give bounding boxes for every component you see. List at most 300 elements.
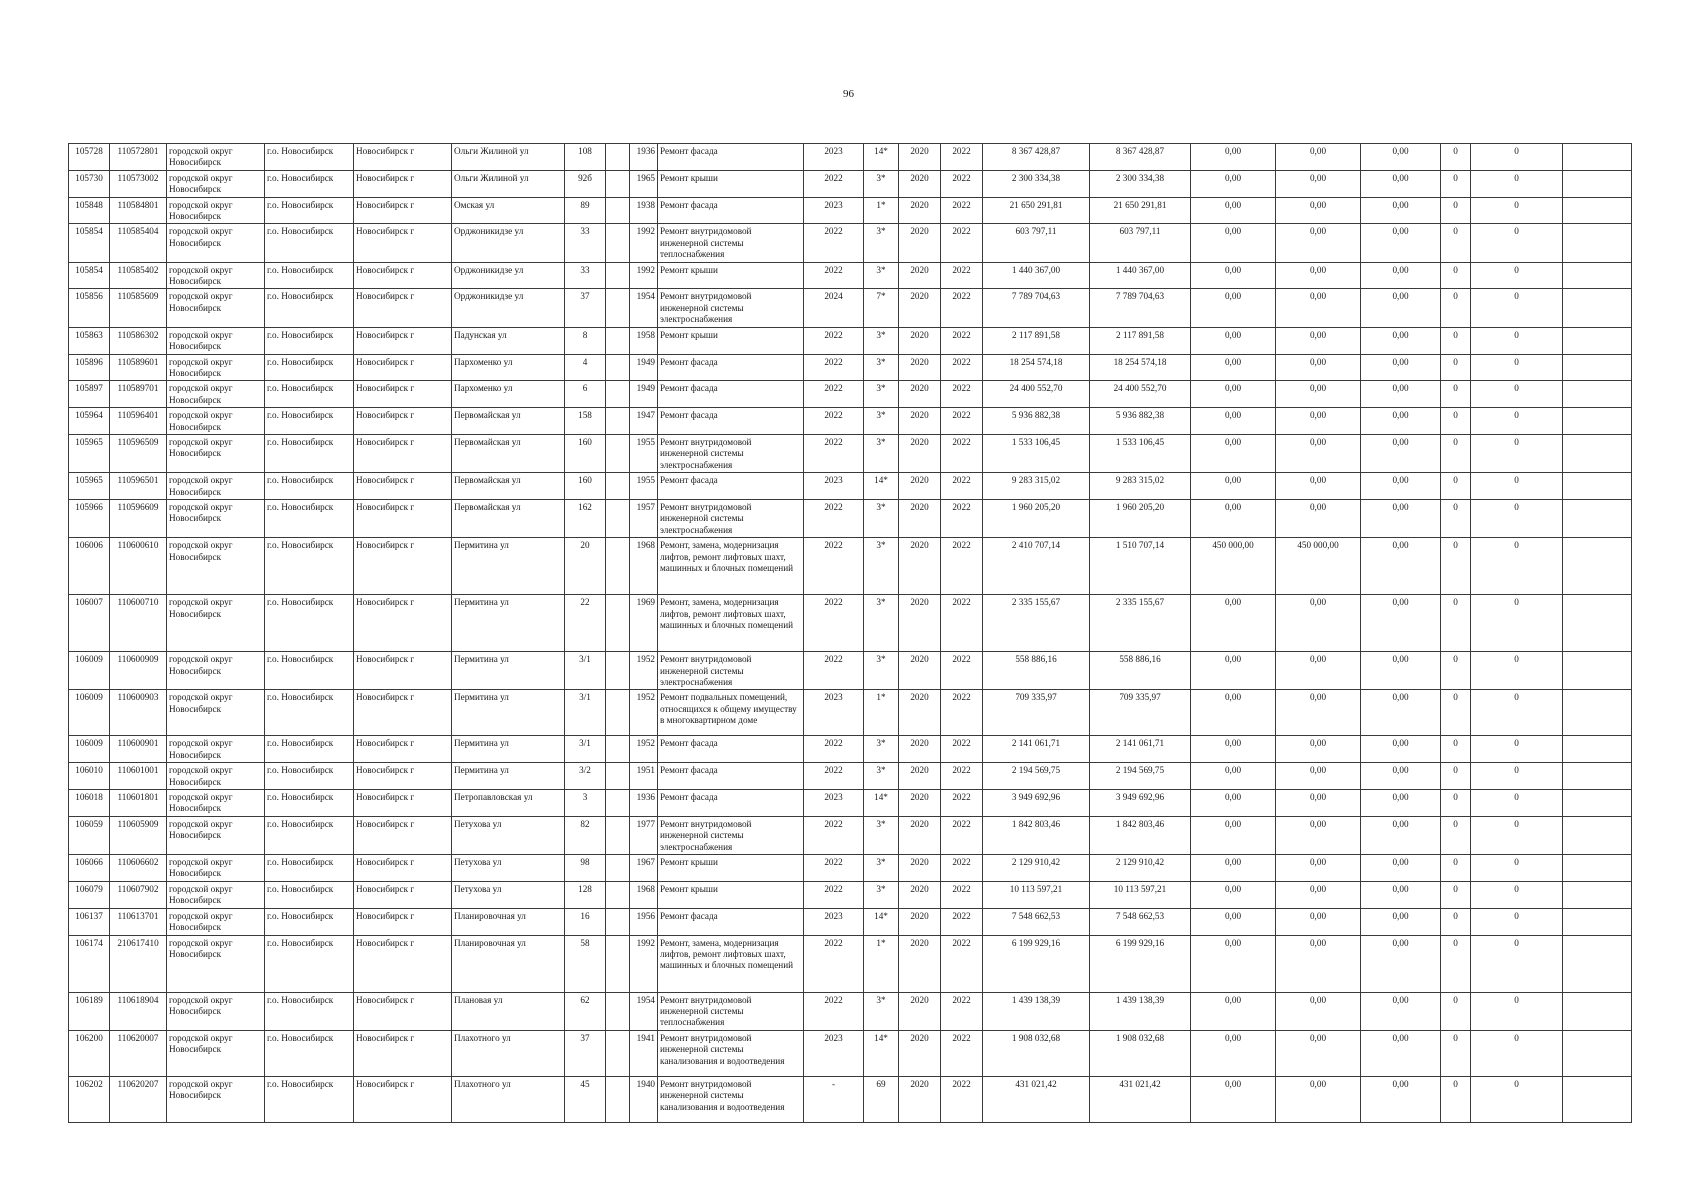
start-year-cell: 2020 — [899, 224, 941, 262]
total-cost-cell: 7 548 662,53 — [983, 908, 1090, 935]
flag-cell: 0 — [1441, 473, 1471, 500]
municipality-cell: городской округ Новосибирск — [167, 170, 265, 197]
building-cell — [606, 538, 630, 595]
table-row — [69, 499, 1632, 537]
plan-year-cell: 2023 — [804, 473, 864, 500]
table-row — [69, 408, 1632, 435]
id-cell: 106010 — [69, 763, 110, 790]
city-cell: Новосибирск г — [354, 763, 452, 790]
work-type-cell: Ремонт внутридомовой инженерной системы теплоснабжения — [658, 992, 804, 1030]
end-year-cell: 2022 — [941, 408, 983, 435]
note-cell: 69 — [864, 1076, 899, 1122]
table-row — [69, 855, 1632, 882]
plan-year-cell: 2022 — [804, 408, 864, 435]
total-cost-cell: 24 400 552,70 — [983, 381, 1090, 408]
code-cell: 110596609 — [110, 499, 167, 537]
municipality-cell: городской округ Новосибирск — [167, 197, 265, 224]
id-cell: 105966 — [69, 499, 110, 537]
extra-cell — [1563, 935, 1632, 992]
district-cell: г.о. Новосибирск — [265, 652, 354, 690]
budget-cell: 0,00 — [1191, 327, 1276, 354]
work-type-cell: Ремонт фасада — [658, 473, 804, 500]
total-cost-cell: 3 949 692,96 — [983, 790, 1090, 817]
fund-cost-cell: 431 021,42 — [1090, 1076, 1191, 1122]
flag-cell: 0 — [1441, 354, 1471, 381]
building-cell — [606, 224, 630, 262]
work-type-cell: Ремонт внутридомовой инженерной системы электроснабжения — [658, 499, 804, 537]
plan-year-cell: 2022 — [804, 935, 864, 992]
count-cell: 0 — [1471, 499, 1563, 537]
total-cost-cell: 10 113 597,21 — [983, 881, 1090, 908]
extra-cell — [1563, 1030, 1632, 1076]
id-cell: 106079 — [69, 881, 110, 908]
building-cell — [606, 736, 630, 763]
start-year-cell: 2020 — [899, 1076, 941, 1122]
table-row — [69, 935, 1632, 992]
subsidy-cell: 0,00 — [1276, 855, 1361, 882]
total-cost-cell: 6 199 929,16 — [983, 935, 1090, 992]
plan-year-cell: 2022 — [804, 354, 864, 381]
note-cell: 3* — [864, 327, 899, 354]
id-cell: 105863 — [69, 327, 110, 354]
city-cell: Новосибирск г — [354, 595, 452, 652]
subsidy-cell: 0,00 — [1276, 881, 1361, 908]
start-year-cell: 2020 — [899, 538, 941, 595]
city-cell: Новосибирск г — [354, 908, 452, 935]
other-cost-cell: 0,00 — [1361, 736, 1441, 763]
note-cell: 3* — [864, 855, 899, 882]
plan-year-cell: 2022 — [804, 816, 864, 854]
start-year-cell: 2020 — [899, 144, 941, 171]
table-row — [69, 381, 1632, 408]
total-cost-cell: 2 141 061,71 — [983, 736, 1090, 763]
code-cell: 110605909 — [110, 816, 167, 854]
work-type-cell: Ремонт, замена, модернизация лифтов, ремонт лифтовых шахт, машинных и блочных помещений — [658, 538, 804, 595]
other-cost-cell: 0,00 — [1361, 1076, 1441, 1122]
house-cell: 82 — [565, 816, 606, 854]
id-cell: 105728 — [69, 144, 110, 171]
id-cell: 106174 — [69, 935, 110, 992]
total-cost-cell: 18 254 574,18 — [983, 354, 1090, 381]
subsidy-cell: 0,00 — [1276, 935, 1361, 992]
work-type-cell: Ремонт крыши — [658, 327, 804, 354]
other-cost-cell: 0,00 — [1361, 595, 1441, 652]
fund-cost-cell: 1 440 367,00 — [1090, 262, 1191, 289]
municipality-cell: городской округ Новосибирск — [167, 1030, 265, 1076]
other-cost-cell: 0,00 — [1361, 763, 1441, 790]
end-year-cell: 2022 — [941, 881, 983, 908]
total-cost-cell: 2 129 910,42 — [983, 855, 1090, 882]
subsidy-cell: 0,00 — [1276, 595, 1361, 652]
code-cell: 110585404 — [110, 224, 167, 262]
id-cell: 105896 — [69, 354, 110, 381]
subsidy-cell: 0,00 — [1276, 224, 1361, 262]
note-cell: 3* — [864, 652, 899, 690]
district-cell: г.о. Новосибирск — [265, 197, 354, 224]
street-cell: Петухова ул — [452, 816, 565, 854]
budget-cell: 0,00 — [1191, 992, 1276, 1030]
extra-cell — [1563, 652, 1632, 690]
work-type-cell: Ремонт фасада — [658, 790, 804, 817]
street-cell: Первомайская ул — [452, 473, 565, 500]
table-row — [69, 197, 1632, 224]
id-cell: 105730 — [69, 170, 110, 197]
budget-cell: 0,00 — [1191, 434, 1276, 472]
street-cell: Пермитина ул — [452, 652, 565, 690]
fund-cost-cell: 7 789 704,63 — [1090, 289, 1191, 327]
municipality-cell: городской округ Новосибирск — [167, 289, 265, 327]
table-row — [69, 170, 1632, 197]
fund-cost-cell: 2 141 061,71 — [1090, 736, 1191, 763]
year-built-cell: 1977 — [630, 816, 658, 854]
note-cell: 3* — [864, 499, 899, 537]
total-cost-cell: 1 960 205,20 — [983, 499, 1090, 537]
repair-register-table — [68, 143, 1632, 1123]
house-cell: 98 — [565, 855, 606, 882]
municipality-cell: городской округ Новосибирск — [167, 1076, 265, 1122]
municipality-cell: городской округ Новосибирск — [167, 652, 265, 690]
start-year-cell: 2020 — [899, 408, 941, 435]
end-year-cell: 2022 — [941, 289, 983, 327]
other-cost-cell: 0,00 — [1361, 992, 1441, 1030]
house-cell: 128 — [565, 881, 606, 908]
plan-year-cell: 2022 — [804, 224, 864, 262]
total-cost-cell: 1 908 032,68 — [983, 1030, 1090, 1076]
flag-cell: 0 — [1441, 736, 1471, 763]
street-cell: Ольги Жилиной ул — [452, 170, 565, 197]
note-cell: 3* — [864, 354, 899, 381]
plan-year-cell: 2022 — [804, 327, 864, 354]
year-built-cell: 1951 — [630, 763, 658, 790]
flag-cell: 0 — [1441, 434, 1471, 472]
flag-cell: 0 — [1441, 289, 1471, 327]
flag-cell: 0 — [1441, 224, 1471, 262]
start-year-cell: 2020 — [899, 197, 941, 224]
city-cell: Новосибирск г — [354, 1030, 452, 1076]
city-cell: Новосибирск г — [354, 197, 452, 224]
budget-cell: 0,00 — [1191, 262, 1276, 289]
district-cell: г.о. Новосибирск — [265, 1030, 354, 1076]
fund-cost-cell: 709 335,97 — [1090, 690, 1191, 736]
end-year-cell: 2022 — [941, 538, 983, 595]
id-cell: 105965 — [69, 473, 110, 500]
city-cell: Новосибирск г — [354, 224, 452, 262]
extra-cell — [1563, 289, 1632, 327]
code-cell: 110589601 — [110, 354, 167, 381]
id-cell: 106059 — [69, 816, 110, 854]
budget-cell: 0,00 — [1191, 908, 1276, 935]
district-cell: г.о. Новосибирск — [265, 408, 354, 435]
work-type-cell: Ремонт крыши — [658, 855, 804, 882]
flag-cell: 0 — [1441, 538, 1471, 595]
count-cell: 0 — [1471, 690, 1563, 736]
total-cost-cell: 558 886,16 — [983, 652, 1090, 690]
district-cell: г.о. Новосибирск — [265, 170, 354, 197]
building-cell — [606, 434, 630, 472]
flag-cell: 0 — [1441, 1076, 1471, 1122]
other-cost-cell: 0,00 — [1361, 499, 1441, 537]
district-cell: г.о. Новосибирск — [265, 289, 354, 327]
municipality-cell: городской округ Новосибирск — [167, 499, 265, 537]
fund-cost-cell: 18 254 574,18 — [1090, 354, 1191, 381]
house-cell: 33 — [565, 224, 606, 262]
city-cell: Новосибирск г — [354, 408, 452, 435]
flag-cell: 0 — [1441, 763, 1471, 790]
flag-cell: 0 — [1441, 816, 1471, 854]
year-built-cell: 1952 — [630, 652, 658, 690]
other-cost-cell: 0,00 — [1361, 652, 1441, 690]
note-cell: 3* — [864, 224, 899, 262]
other-cost-cell: 0,00 — [1361, 170, 1441, 197]
id-cell: 106202 — [69, 1076, 110, 1122]
start-year-cell: 2020 — [899, 595, 941, 652]
district-cell: г.о. Новосибирск — [265, 262, 354, 289]
other-cost-cell: 0,00 — [1361, 381, 1441, 408]
district-cell: г.о. Новосибирск — [265, 736, 354, 763]
end-year-cell: 2022 — [941, 992, 983, 1030]
total-cost-cell: 603 797,11 — [983, 224, 1090, 262]
subsidy-cell: 0,00 — [1276, 408, 1361, 435]
start-year-cell: 2020 — [899, 816, 941, 854]
year-built-cell: 1992 — [630, 224, 658, 262]
year-built-cell: 1969 — [630, 595, 658, 652]
end-year-cell: 2022 — [941, 381, 983, 408]
note-cell: 3* — [864, 736, 899, 763]
note-cell: 3* — [864, 434, 899, 472]
budget-cell: 0,00 — [1191, 224, 1276, 262]
street-cell: Пермитина ул — [452, 763, 565, 790]
note-cell: 3* — [864, 992, 899, 1030]
start-year-cell: 2020 — [899, 170, 941, 197]
extra-cell — [1563, 327, 1632, 354]
other-cost-cell: 0,00 — [1361, 1030, 1441, 1076]
flag-cell: 0 — [1441, 144, 1471, 171]
start-year-cell: 2020 — [899, 992, 941, 1030]
building-cell — [606, 855, 630, 882]
street-cell: Первомайская ул — [452, 499, 565, 537]
subsidy-cell: 0,00 — [1276, 690, 1361, 736]
end-year-cell: 2022 — [941, 790, 983, 817]
house-cell: 58 — [565, 935, 606, 992]
end-year-cell: 2022 — [941, 763, 983, 790]
note-cell: 1* — [864, 197, 899, 224]
other-cost-cell: 0,00 — [1361, 354, 1441, 381]
extra-cell — [1563, 1076, 1632, 1122]
code-cell: 110600710 — [110, 595, 167, 652]
year-built-cell: 1992 — [630, 935, 658, 992]
year-built-cell: 1968 — [630, 881, 658, 908]
street-cell: Пархоменко ул — [452, 354, 565, 381]
fund-cost-cell: 1 960 205,20 — [1090, 499, 1191, 537]
budget-cell: 0,00 — [1191, 408, 1276, 435]
subsidy-cell: 0,00 — [1276, 144, 1361, 171]
extra-cell — [1563, 816, 1632, 854]
end-year-cell: 2022 — [941, 197, 983, 224]
building-cell — [606, 197, 630, 224]
start-year-cell: 2020 — [899, 434, 941, 472]
budget-cell: 0,00 — [1191, 289, 1276, 327]
street-cell: Петропавловская ул — [452, 790, 565, 817]
count-cell: 0 — [1471, 354, 1563, 381]
extra-cell — [1563, 144, 1632, 171]
total-cost-cell: 2 194 569,75 — [983, 763, 1090, 790]
municipality-cell: городской округ Новосибирск — [167, 381, 265, 408]
city-cell: Новосибирск г — [354, 170, 452, 197]
year-built-cell: 1936 — [630, 790, 658, 817]
note-cell: 3* — [864, 408, 899, 435]
extra-cell — [1563, 354, 1632, 381]
house-cell: 89 — [565, 197, 606, 224]
table-row — [69, 262, 1632, 289]
city-cell: Новосибирск г — [354, 327, 452, 354]
plan-year-cell: 2022 — [804, 992, 864, 1030]
extra-cell — [1563, 473, 1632, 500]
budget-cell: 450 000,00 — [1191, 538, 1276, 595]
end-year-cell: 2022 — [941, 224, 983, 262]
street-cell: Падунская ул — [452, 327, 565, 354]
count-cell: 0 — [1471, 881, 1563, 908]
start-year-cell: 2020 — [899, 736, 941, 763]
budget-cell: 0,00 — [1191, 790, 1276, 817]
municipality-cell: городской округ Новосибирск — [167, 408, 265, 435]
budget-cell: 0,00 — [1191, 381, 1276, 408]
table-row — [69, 538, 1632, 595]
other-cost-cell: 0,00 — [1361, 224, 1441, 262]
table-body — [69, 144, 1632, 1123]
district-cell: г.о. Новосибирск — [265, 935, 354, 992]
other-cost-cell: 0,00 — [1361, 855, 1441, 882]
total-cost-cell: 5 936 882,38 — [983, 408, 1090, 435]
page-number: 96 — [843, 88, 854, 100]
flag-cell: 0 — [1441, 408, 1471, 435]
subsidy-cell: 0,00 — [1276, 652, 1361, 690]
table-row — [69, 816, 1632, 854]
budget-cell: 0,00 — [1191, 652, 1276, 690]
house-cell: 8 — [565, 327, 606, 354]
fund-cost-cell: 2 335 155,67 — [1090, 595, 1191, 652]
total-cost-cell: 431 021,42 — [983, 1076, 1090, 1122]
count-cell: 0 — [1471, 736, 1563, 763]
flag-cell: 0 — [1441, 881, 1471, 908]
end-year-cell: 2022 — [941, 327, 983, 354]
plan-year-cell: 2022 — [804, 170, 864, 197]
end-year-cell: 2022 — [941, 434, 983, 472]
subsidy-cell: 0,00 — [1276, 763, 1361, 790]
code-cell: 110600903 — [110, 690, 167, 736]
count-cell: 0 — [1471, 408, 1563, 435]
house-cell: 92б — [565, 170, 606, 197]
work-type-cell: Ремонт внутридомовой инженерной системы теплоснабжения — [658, 224, 804, 262]
count-cell: 0 — [1471, 381, 1563, 408]
flag-cell: 0 — [1441, 652, 1471, 690]
total-cost-cell: 1 842 803,46 — [983, 816, 1090, 854]
district-cell: г.о. Новосибирск — [265, 1076, 354, 1122]
district-cell: г.о. Новосибирск — [265, 381, 354, 408]
fund-cost-cell: 603 797,11 — [1090, 224, 1191, 262]
other-cost-cell: 0,00 — [1361, 816, 1441, 854]
id-cell: 105854 — [69, 224, 110, 262]
municipality-cell: городской округ Новосибирск — [167, 327, 265, 354]
fund-cost-cell: 558 886,16 — [1090, 652, 1191, 690]
end-year-cell: 2022 — [941, 855, 983, 882]
flag-cell: 0 — [1441, 381, 1471, 408]
year-built-cell: 1954 — [630, 992, 658, 1030]
end-year-cell: 2022 — [941, 1076, 983, 1122]
work-type-cell: Ремонт внутридомовой инженерной системы электроснабжения — [658, 434, 804, 472]
subsidy-cell: 0,00 — [1276, 327, 1361, 354]
municipality-cell: городской округ Новосибирск — [167, 763, 265, 790]
plan-year-cell: - — [804, 1076, 864, 1122]
building-cell — [606, 327, 630, 354]
work-type-cell: Ремонт фасада — [658, 354, 804, 381]
budget-cell: 0,00 — [1191, 170, 1276, 197]
note-cell: 14* — [864, 908, 899, 935]
total-cost-cell: 1 533 106,45 — [983, 434, 1090, 472]
flag-cell: 0 — [1441, 197, 1471, 224]
street-cell: Пермитина ул — [452, 736, 565, 763]
work-type-cell: Ремонт, замена, модернизация лифтов, ремонт лифтовых шахт, машинных и блочных помещений — [658, 935, 804, 992]
note-cell: 7* — [864, 289, 899, 327]
house-cell: 3/1 — [565, 690, 606, 736]
count-cell: 0 — [1471, 908, 1563, 935]
fund-cost-cell: 3 949 692,96 — [1090, 790, 1191, 817]
fund-cost-cell: 1 533 106,45 — [1090, 434, 1191, 472]
street-cell: Плахотного ул — [452, 1076, 565, 1122]
year-built-cell: 1949 — [630, 381, 658, 408]
table-row — [69, 736, 1632, 763]
fund-cost-cell: 1 510 707,14 — [1090, 538, 1191, 595]
house-cell: 20 — [565, 538, 606, 595]
other-cost-cell: 0,00 — [1361, 434, 1441, 472]
district-cell: г.о. Новосибирск — [265, 992, 354, 1030]
other-cost-cell: 0,00 — [1361, 408, 1441, 435]
subsidy-cell: 0,00 — [1276, 289, 1361, 327]
code-cell: 110620007 — [110, 1030, 167, 1076]
id-cell: 105848 — [69, 197, 110, 224]
year-built-cell: 1956 — [630, 908, 658, 935]
street-cell: Планировочная ул — [452, 935, 565, 992]
fund-cost-cell: 2 300 334,38 — [1090, 170, 1191, 197]
table-row — [69, 434, 1632, 472]
start-year-cell: 2020 — [899, 499, 941, 537]
other-cost-cell: 0,00 — [1361, 327, 1441, 354]
other-cost-cell: 0,00 — [1361, 908, 1441, 935]
extra-cell — [1563, 908, 1632, 935]
start-year-cell: 2020 — [899, 881, 941, 908]
other-cost-cell: 0,00 — [1361, 538, 1441, 595]
city-cell: Новосибирск г — [354, 538, 452, 595]
street-cell: Пархоменко ул — [452, 381, 565, 408]
count-cell: 0 — [1471, 289, 1563, 327]
district-cell: г.о. Новосибирск — [265, 434, 354, 472]
fund-cost-cell: 21 650 291,81 — [1090, 197, 1191, 224]
building-cell — [606, 473, 630, 500]
building-cell — [606, 289, 630, 327]
year-built-cell: 1955 — [630, 434, 658, 472]
street-cell: Первомайская ул — [452, 434, 565, 472]
note-cell: 3* — [864, 538, 899, 595]
extra-cell — [1563, 381, 1632, 408]
count-cell: 0 — [1471, 816, 1563, 854]
end-year-cell: 2022 — [941, 736, 983, 763]
other-cost-cell: 0,00 — [1361, 289, 1441, 327]
house-cell: 3/2 — [565, 763, 606, 790]
work-type-cell: Ремонт крыши — [658, 881, 804, 908]
table-row — [69, 1030, 1632, 1076]
extra-cell — [1563, 170, 1632, 197]
end-year-cell: 2022 — [941, 354, 983, 381]
code-cell: 110584801 — [110, 197, 167, 224]
